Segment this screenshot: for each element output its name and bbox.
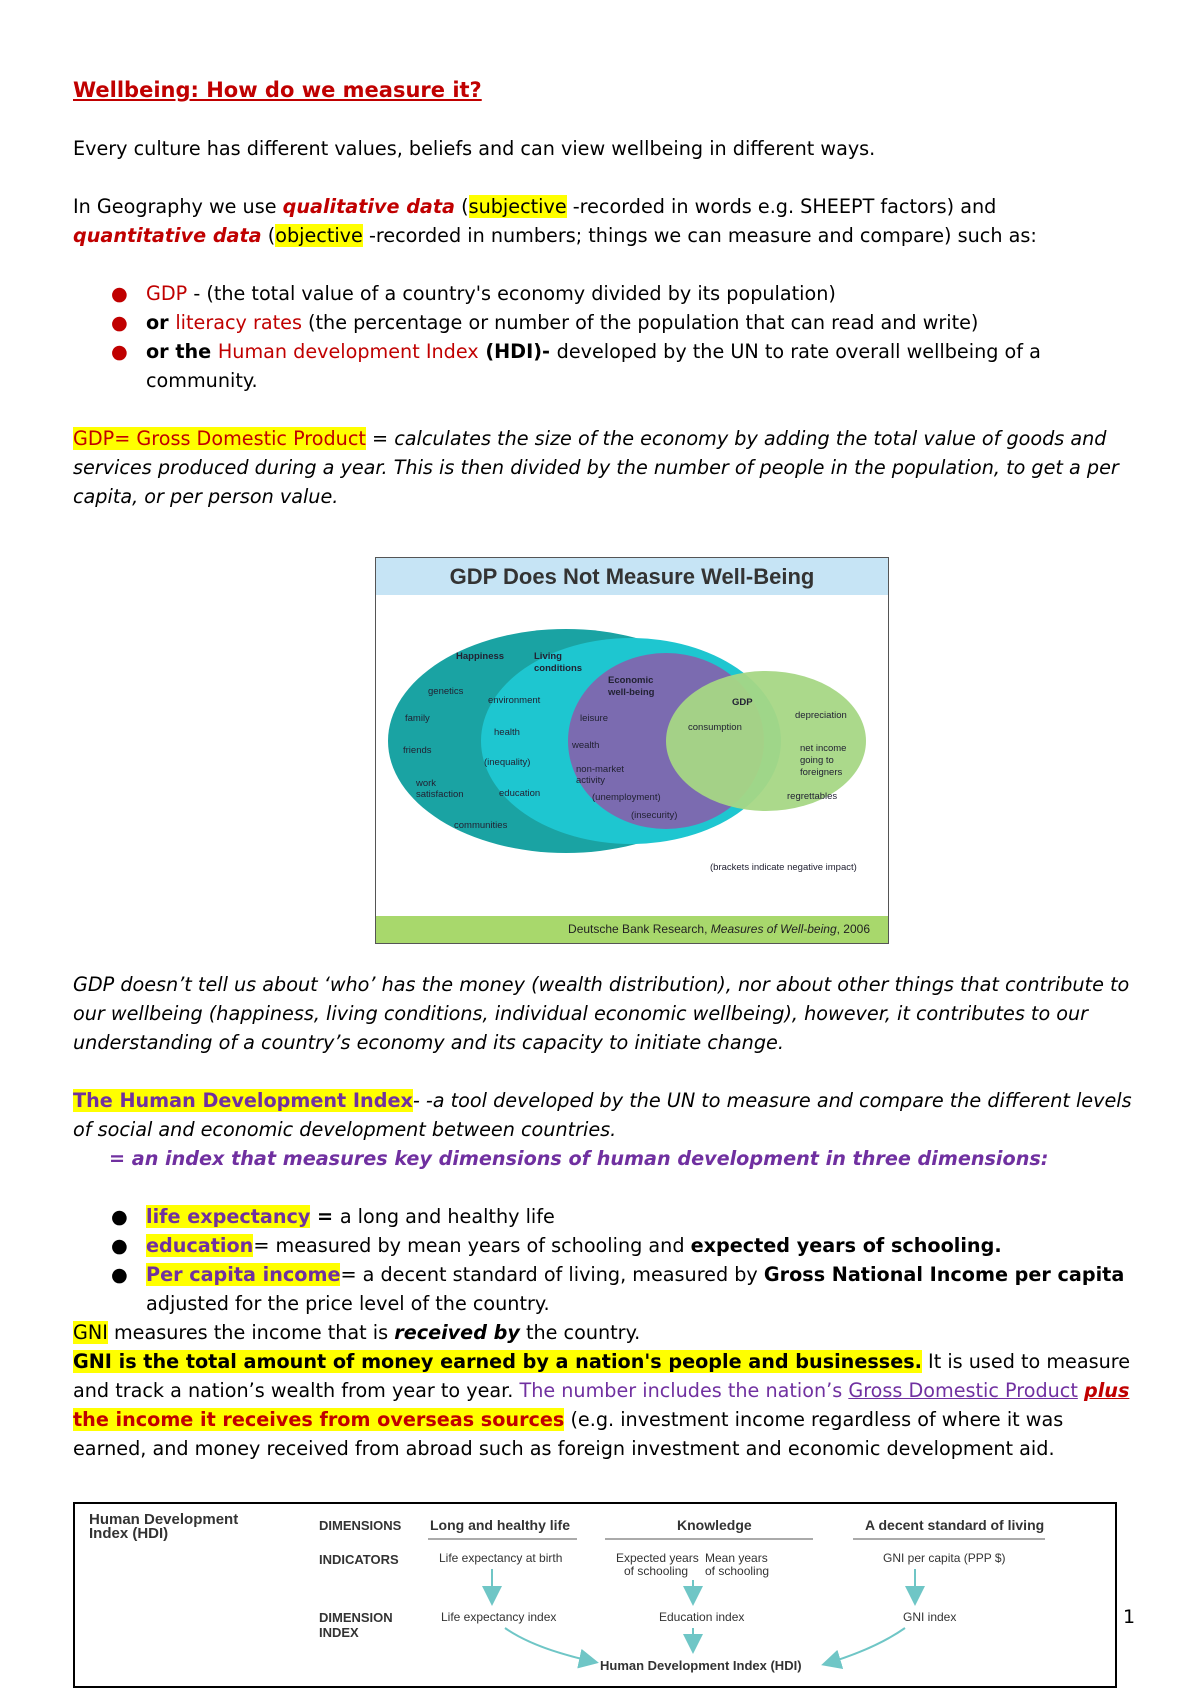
quantitative-term: quantitative data [73, 224, 262, 247]
gdp-link[interactable]: Gross Domestic Product [848, 1379, 1078, 1402]
indicators-label: INDICATORS [319, 1552, 399, 1567]
dimindex-label-1: DIMENSION [319, 1610, 393, 1625]
intro-paragraph: Every culture has different values, beliefs and can view wellbeing in different ways. [73, 137, 876, 160]
netincome-label-3: foreigners [800, 767, 843, 778]
list-item: ● education= measured by mean years of schooling and expected years of schooling. [73, 1231, 1133, 1260]
netincome-label-1: net income [800, 743, 847, 754]
page-number: 1 [1123, 1606, 1136, 1628]
list-item: ● or the Human development Index (HDI)- developed by the UN to rate overall wellbeing of a community. [73, 337, 1133, 395]
dimension-knowledge: Knowledge [677, 1517, 752, 1533]
regrettables-label: regrettables [787, 791, 838, 802]
bullet-icon: ● [111, 1263, 128, 1286]
qualitative-term: qualitative data [282, 195, 455, 218]
consumption-label: consumption [688, 722, 742, 733]
index-gni: GNI index [903, 1610, 957, 1624]
bullet-icon: ● [111, 311, 128, 334]
dimension-health: Long and healthy life [430, 1517, 571, 1533]
dimension-living: A decent standard of living [865, 1517, 1045, 1533]
living-label-2: conditions [534, 663, 583, 674]
econ-label-1: Economic [608, 675, 654, 686]
indicator-expected-1: Expected years [616, 1551, 699, 1565]
bullet-icon: ● [111, 282, 128, 305]
hdi-diagram-title-1: Human Development [89, 1511, 239, 1528]
environment-label: environment [488, 695, 541, 706]
gdp-ellipse [666, 671, 866, 811]
list-item: ● life expectancy = a long and healthy life [73, 1202, 1133, 1231]
hdi-definition: The Human Development Index- -a tool developed by the UN to measure and compare the different levels of social and economic development between countries. [73, 1089, 1132, 1141]
education-label: education [499, 788, 541, 799]
gdp-wellbeing-diagram [375, 557, 889, 944]
arrow-to-hdi-3 [825, 1628, 905, 1664]
indicator-expected-2: of schooling [624, 1564, 689, 1578]
gdp-caption: GDP doesn’t tell us about ‘who’ has the money (wealth distribution), nor about other things that contribute to our wellbeing (happiness, living conditions, individual economic wellbeing), however, it contributes to our understanding of a country’s economy and its capacity to initiate change. [73, 973, 1130, 1054]
hdi-diagram-title-2: Index (HDI) [89, 1525, 169, 1542]
gdp-term: GDP= Gross Domestic Product [73, 427, 366, 450]
subjective-term: subjective [468, 195, 567, 218]
gdp-definition: GDP= Gross Domestic Product = calculates the size of the economy by adding the total value of goods and services produced during a year. This is then divided by the number of people in the population, to get a per capita, or per person value. [73, 427, 1119, 508]
bullet-icon: ● [111, 1234, 128, 1257]
page-title: Wellbeing: How do we measure it? [73, 78, 482, 102]
bracket-note: (brackets indicate negative impact) [710, 862, 857, 873]
indicator-gni: GNI per capita (PPP $) [883, 1551, 1006, 1565]
indicator-life: Life expectancy at birth [439, 1551, 563, 1565]
genetics-label: genetics [428, 686, 464, 697]
document-page [73, 70, 1133, 511]
arrow-to-hdi-1 [505, 1628, 595, 1662]
document-page-lower [73, 970, 1133, 1463]
index-education: Education index [659, 1610, 745, 1624]
venn-diagram [376, 558, 888, 943]
indicator-mean-1: Mean years [705, 1551, 768, 1565]
friends-label: friends [403, 745, 432, 756]
work-label-1: work [416, 778, 437, 789]
living-label-1: Living [534, 651, 562, 662]
netincome-label-2: going to [800, 755, 834, 766]
hdi-result-label: Human Development Index (HDI) [600, 1658, 802, 1673]
econ-label-2: well-being [608, 687, 655, 698]
indicator-mean-2: of schooling [705, 1564, 770, 1578]
objective-term: objective [275, 224, 363, 247]
nonmarket-label-2: activity [576, 775, 606, 786]
hdi-dimension-list [73, 1202, 1133, 1318]
dimindex-label-2: INDEX [319, 1625, 359, 1640]
dimensions-label: DIMENSIONS [319, 1518, 402, 1533]
unemployment-label: (unemployment) [592, 792, 661, 803]
leisure-label: leisure [580, 713, 608, 724]
data-types-paragraph: In Geography we use qualitative data (subjective -recorded in words e.g. SHEEPT factors) and quantitative data (objective -recorded in numbers; things we can measure and compare) such as: [73, 195, 1037, 247]
happiness-label: Happiness [456, 651, 505, 662]
bullet-icon: ● [111, 1205, 128, 1228]
index-life: Life expectancy index [441, 1610, 557, 1624]
gdp-label: GDP [732, 697, 753, 708]
hdi-flow-svg [75, 1504, 1115, 1686]
diagram-source: Deutsche Bank Research, Measures of Well-being, 2006 [376, 916, 888, 943]
list-item: ● Per capita income= a decent standard of living, measured by Gross National Income per capita adjusted for the price level of the country. [73, 1260, 1133, 1318]
inequality-label: (inequality) [484, 757, 531, 768]
depreciation-label: depreciation [795, 710, 847, 721]
diagram-title: GDP Does Not Measure Well-Being [376, 558, 888, 595]
hdi-subtitle: = an index that measures key dimensions of human development in three dimensions: [109, 1147, 1049, 1170]
hdi-term: The Human Development Index [73, 1089, 413, 1112]
hdi-diagram [73, 1502, 1117, 1688]
bullet-icon: ● [111, 340, 128, 363]
communities-label: communities [454, 820, 508, 831]
work-label-2: satisfaction [416, 789, 464, 800]
nonmarket-label-1: non-market [576, 764, 625, 775]
list-item: ● GDP - (the total value of a country's economy divided by its population) [73, 279, 1133, 308]
list-item: ● or literacy rates (the percentage or number of the population that can read and write) [73, 308, 1133, 337]
wealth-label: wealth [572, 740, 600, 751]
health-label: health [494, 727, 520, 738]
gni-paragraph: GNI is the total amount of money earned by a nation's people and businesses. It is used to measure and track a nation’s wealth from year to year. The number includes the nation’s Gross Domestic Product plus the income it receives from overseas sources (e.g. investment income regardless of where it was earned, and money received from abroad such as foreign investment and economic development aid. [73, 1350, 1131, 1460]
insecurity-label: (insecurity) [631, 810, 678, 821]
measures-list [73, 279, 1133, 395]
gni-line: GNI measures the income that is received by the country. [73, 1321, 641, 1344]
family-label: family [405, 713, 430, 724]
